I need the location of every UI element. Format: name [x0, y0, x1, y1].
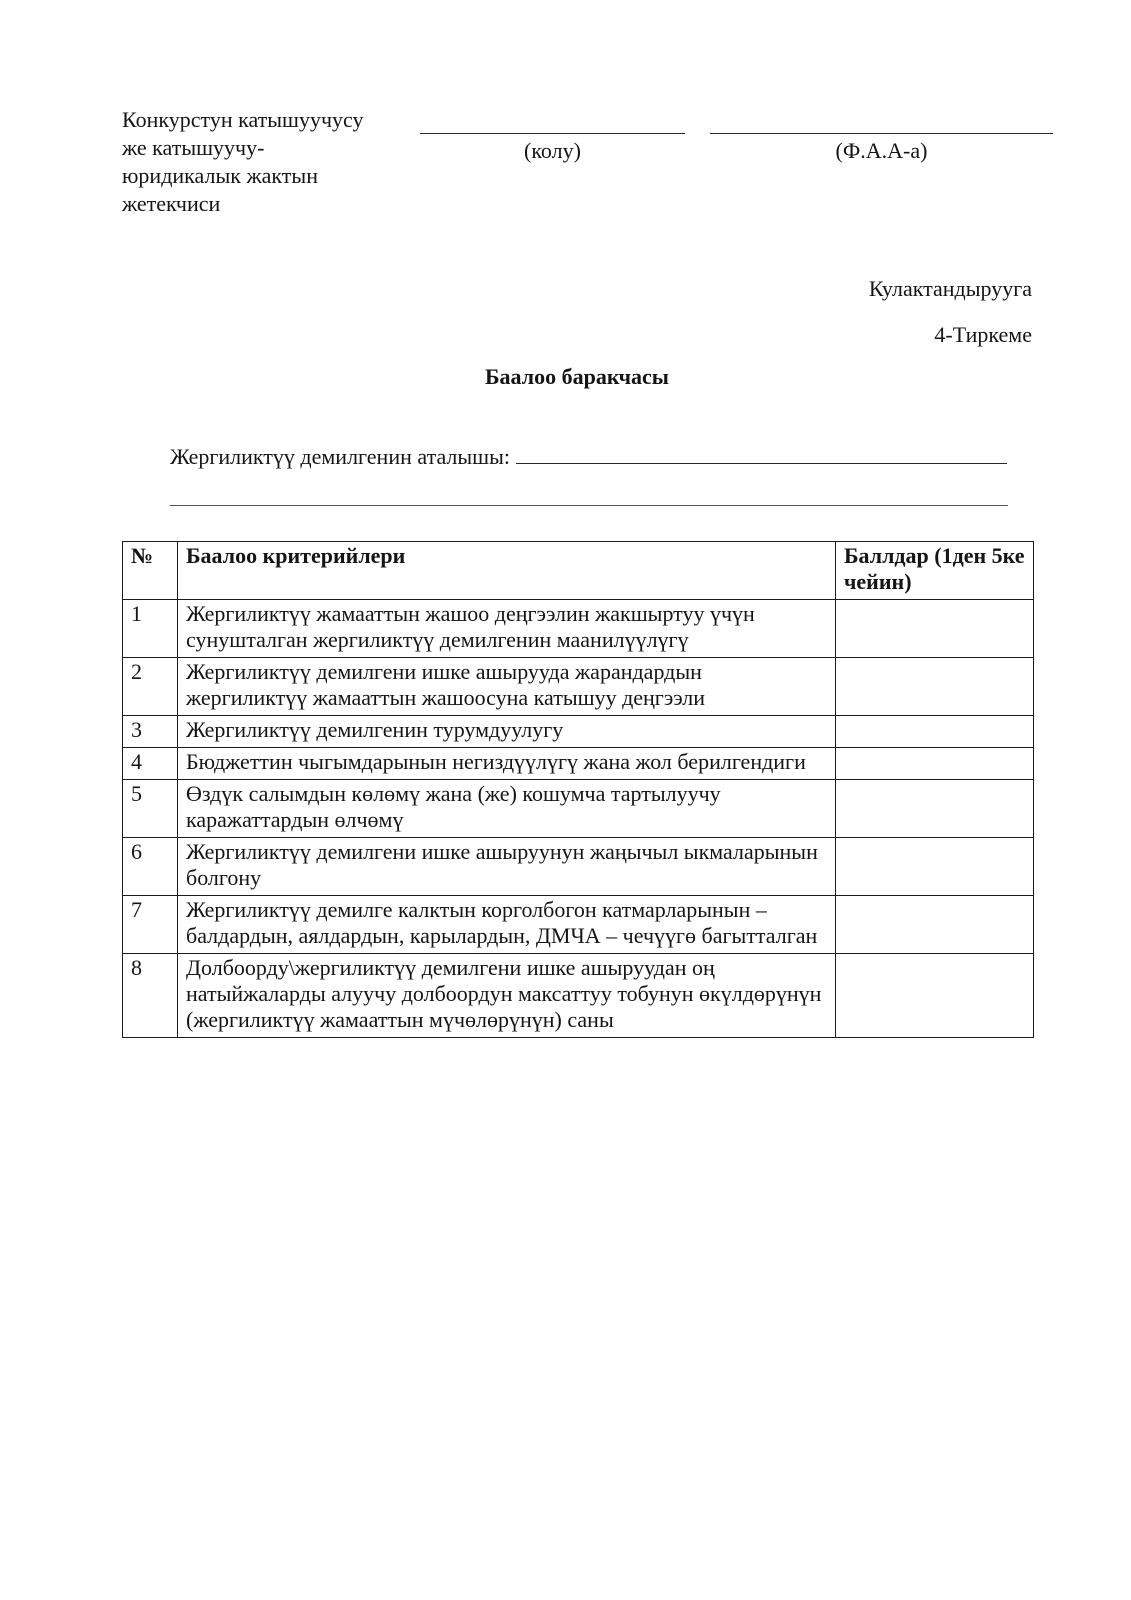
signatory-role-line-1: Конкурстун катышуучусу	[122, 107, 364, 132]
table-row	[123, 748, 1034, 780]
header-criteria: Баалоо критерийлери	[178, 542, 836, 600]
row-number: 2	[123, 658, 178, 716]
table-row	[123, 954, 1034, 1038]
table-row	[123, 896, 1034, 954]
signature-blank-line	[420, 110, 685, 134]
row-criteria: Жергиликтүү жамааттын жашоо деңгээлин жакшыртуу үчүн сунушталган жергиликтүү демилгенин маанилүүлүгү	[178, 600, 836, 658]
row-score-cell	[836, 658, 1034, 716]
row-criteria: Өздүк салымдын көлөмү жана (же) кошумча тартылуучу каражаттардын өлчөмү	[178, 780, 836, 838]
row-number: 1	[123, 600, 178, 658]
row-number: 5	[123, 780, 178, 838]
table-header-row	[123, 542, 1034, 600]
initiative-name-row	[170, 442, 1007, 470]
full-name-caption: (Ф.А.А-а)	[835, 138, 928, 163]
table-row	[123, 658, 1034, 716]
row-score-cell	[836, 600, 1034, 658]
row-criteria: Жергиликтүү демилгенин турумдуулугу	[178, 716, 836, 748]
signatory-role-line-4: жетекчиси	[122, 191, 221, 216]
table-row	[123, 716, 1034, 748]
signature-caption: (колу)	[524, 138, 581, 163]
initiative-name-label: Жергиликтүү демилгенин аталышы:	[170, 444, 511, 469]
full-name-blank-line	[710, 110, 1053, 134]
row-score-cell	[836, 716, 1034, 748]
initiative-name-blank-line	[516, 442, 1007, 464]
page-title: Баалоо баракчасы	[485, 364, 669, 389]
row-number: 8	[123, 954, 178, 1038]
table-row	[123, 838, 1034, 896]
reference-annex-number: 4-Тиркеме	[934, 322, 1032, 347]
row-criteria: Жергиликтүү демилгени ишке ашыруунун жаңычыл ыкмаларынын болгону	[178, 838, 836, 896]
row-criteria: Жергиликтүү демилге калктын корголбогон катмарларынын – балдардын, аялдардын, карылардын, ДМЧА – чечүүгө багытталган	[178, 896, 836, 954]
signatory-role-label	[122, 106, 422, 218]
row-criteria: Жергиликтүү демилгени ишке ашырууда жарандардын жергиликтүү жамааттын жашоосуна катышуу деңгээли	[178, 658, 836, 716]
evaluation-table	[122, 541, 1033, 1038]
row-number: 6	[123, 838, 178, 896]
signatory-role-line-3: юридикалык жактын	[122, 163, 318, 188]
row-number: 3	[123, 716, 178, 748]
initiative-name-blank-line-2	[170, 482, 1008, 506]
row-number: 7	[123, 896, 178, 954]
row-criteria: Долбоорду\жергиликтүү демилгени ишке ашыруудан оң натыйжаларды алуучу долбоордун максаттуу тобунун өкүлдөрүнүн (жергиликтүү жамааттын мүчөлөрүнүн) саны	[178, 954, 836, 1038]
header-score: Баллдар (1ден 5ке чейин)	[836, 542, 1034, 600]
row-score-cell	[836, 954, 1034, 1038]
table-row	[123, 780, 1034, 838]
row-score-cell	[836, 748, 1034, 780]
signatory-role-line-2: же катышуучу-	[122, 135, 265, 160]
row-score-cell	[836, 896, 1034, 954]
reference-announcement: Кулактандырууга	[868, 276, 1032, 301]
row-score-cell	[836, 780, 1034, 838]
row-criteria: Бюджеттин чыгымдарынын негиздүүлүгү жана жол берилгендиги	[178, 748, 836, 780]
row-score-cell	[836, 838, 1034, 896]
header-number: №	[123, 542, 178, 600]
table-row	[123, 600, 1034, 658]
row-number: 4	[123, 748, 178, 780]
